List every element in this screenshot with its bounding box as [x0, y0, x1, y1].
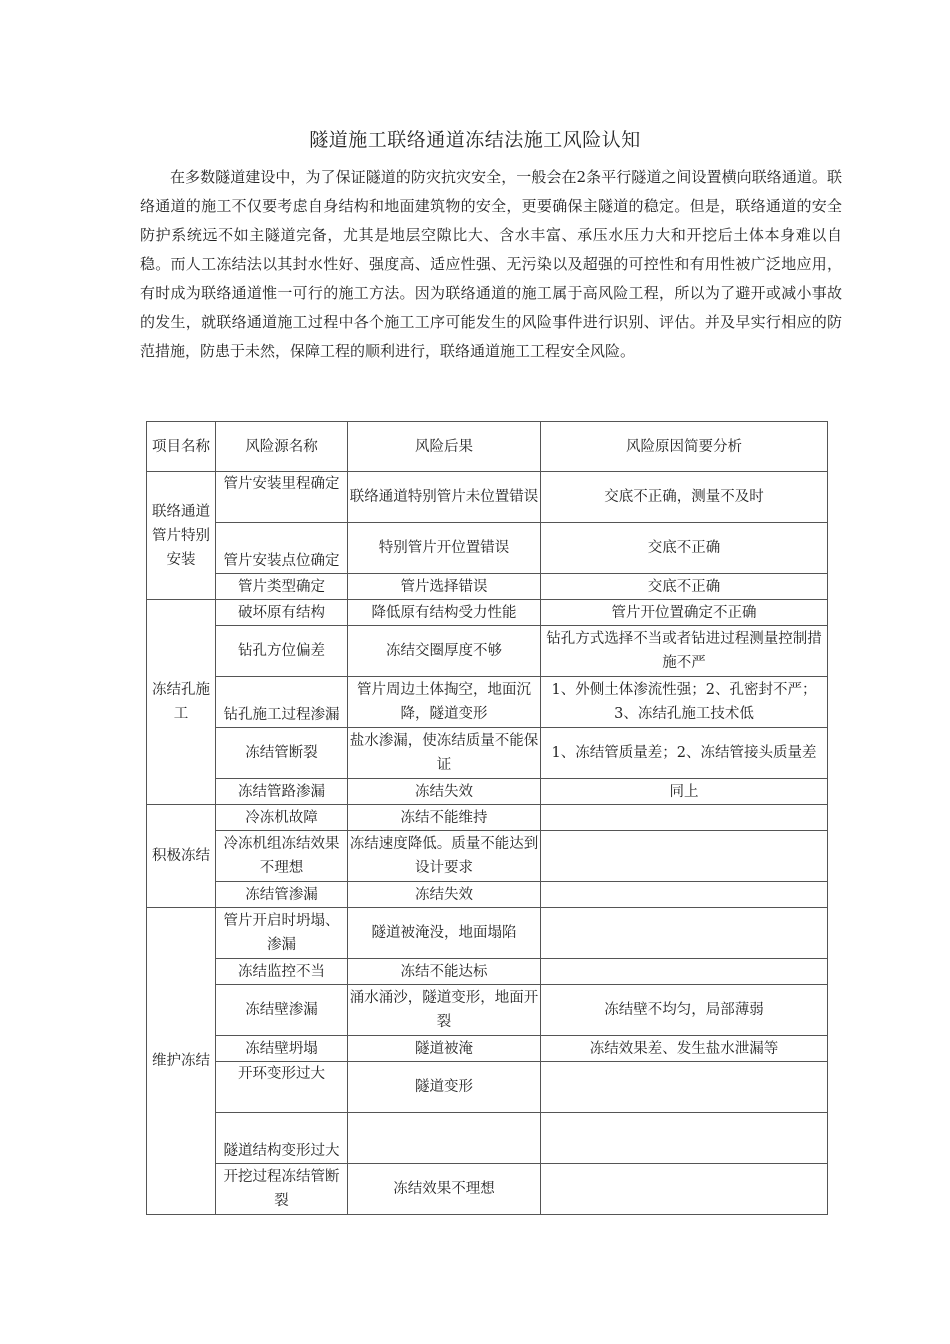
table-row	[147, 985, 828, 1036]
risk-source: 管片安装点位确定	[216, 523, 348, 574]
risk-source: 冻结监控不当	[216, 959, 348, 985]
risk-consequence: 冻结交圈厚度不够	[348, 626, 541, 677]
risk-cause	[541, 959, 828, 985]
risk-source: 冷冻机组冻结效果不理想	[216, 831, 348, 882]
group-name: 联络通道管片特别安装	[147, 472, 216, 600]
risk-cause: 钻孔方式选择不当或者钻进过程测量控制措施不严	[541, 626, 828, 677]
risk-table	[146, 421, 828, 1215]
table-row	[147, 779, 828, 805]
risk-cause: 冻结壁不均匀，局部薄弱	[541, 985, 828, 1036]
group-name: 冻结孔施工	[147, 600, 216, 805]
group-name: 维护冻结	[147, 908, 216, 1215]
risk-cause	[541, 1164, 828, 1215]
risk-source: 冻结壁坍塌	[216, 1036, 348, 1062]
table-row	[147, 831, 828, 882]
risk-consequence: 特别管片开位置错误	[348, 523, 541, 574]
table-row	[147, 908, 828, 959]
risk-consequence: 冻结不能维持	[348, 805, 541, 831]
intro-paragraph: 在多数隧道建设中，为了保证隧道的防灾抗灾安全，一般会在2条平行隧道之间设置横向联络通道。联络通道的施工不仅要考虑自身结构和地面建筑物的安全，更要确保主隧道的稳定。但是，联络通道的安全防护系统远不如主隧道完备，尤其是地层空隙比大、含水丰富、承压水压力大和开挖后土体本身难以自稳。而人工冻结法以其封水性好、强度高、适应性强、无污染以及超强的可控性和有用性被广泛地应用，有时成为联络通道惟一可行的施工方法。因为联络通道的施工属于高风险工程，所以为了避开或减小事故的发生，就联络通道施工过程中各个施工工序可能发生的风险事件进行识别、评估。并及早实行相应的防范措施，防患于未然，保障工程的顺利进行，联络通道施工工程安全风险。	[140, 168, 842, 360]
risk-consequence: 降低原有结构受力性能	[348, 600, 541, 626]
group-name: 积极冻结	[147, 805, 216, 908]
risk-consequence: 冻结效果不理想	[348, 1164, 541, 1215]
table-row	[147, 523, 828, 574]
risk-source: 冷冻机故障	[216, 805, 348, 831]
risk-source: 管片类型确定	[216, 574, 348, 600]
risk-consequence: 冻结速度降低。质量不能达到设计要求	[348, 831, 541, 882]
table-row	[147, 959, 828, 985]
risk-source: 管片开启时坍塌、渗漏	[216, 908, 348, 959]
table-row	[147, 574, 828, 600]
risk-source: 破坏原有结构	[216, 600, 348, 626]
risk-cause: 冻结效果差、发生盐水泄漏等	[541, 1036, 828, 1062]
header-risk-source: 风险源名称	[216, 422, 348, 472]
table-row	[147, 677, 828, 728]
risk-source: 开挖过程冻结管断裂	[216, 1164, 348, 1215]
risk-cause: 1、冻结管质量差；2、冻结管接头质量差	[541, 728, 828, 779]
risk-consequence: 隧道被淹没，地面塌陷	[348, 908, 541, 959]
document-title: 隧道施工联络通道冻结法施工风险认知	[309, 129, 641, 151]
risk-consequence: 盐水渗漏，使冻结质量不能保证	[348, 728, 541, 779]
table-row	[147, 1164, 828, 1215]
risk-cause	[541, 882, 828, 908]
risk-cause: 管片开位置确定不正确	[541, 600, 828, 626]
header-consequence: 风险后果	[348, 422, 541, 472]
risk-source: 开环变形过大	[216, 1062, 348, 1113]
risk-consequence: 冻结不能达标	[348, 959, 541, 985]
table-header-row	[147, 422, 828, 472]
table-row	[147, 882, 828, 908]
risk-source: 冻结管渗漏	[216, 882, 348, 908]
table-row	[147, 1062, 828, 1113]
risk-source: 钻孔方位偏差	[216, 626, 348, 677]
risk-source: 冻结管断裂	[216, 728, 348, 779]
risk-consequence: 涌水涌沙，隧道变形，地面开裂	[348, 985, 541, 1036]
header-project: 项目名称	[147, 422, 216, 472]
table-row	[147, 626, 828, 677]
table-row	[147, 1036, 828, 1062]
risk-source: 管片安装里程确定	[216, 472, 348, 523]
risk-consequence: 冻结失效	[348, 882, 541, 908]
risk-consequence: 冻结失效	[348, 779, 541, 805]
table-row	[147, 472, 828, 523]
risk-cause: 交底不正确	[541, 523, 828, 574]
risk-consequence: 联络通道特别管片未位置错误	[348, 472, 541, 523]
risk-cause: 同上	[541, 779, 828, 805]
table-row	[147, 600, 828, 626]
header-cause: 风险原因简要分析	[541, 422, 828, 472]
risk-cause: 交底不正确，测量不及时	[541, 472, 828, 523]
risk-cause: 交底不正确	[541, 574, 828, 600]
table-row	[147, 1113, 828, 1164]
risk-source: 隧道结构变形过大	[216, 1113, 348, 1164]
risk-cause: 1、外侧土体渗流性强；2、孔密封不严；3、冻结孔施工技术低	[541, 677, 828, 728]
risk-cause	[541, 908, 828, 959]
risk-cause	[541, 1062, 828, 1113]
risk-source: 冻结壁渗漏	[216, 985, 348, 1036]
risk-consequence: 隧道被淹	[348, 1036, 541, 1062]
risk-source: 钻孔施工过程渗漏	[216, 677, 348, 728]
table-row	[147, 805, 828, 831]
risk-consequence: 管片周边土体掏空，地面沉降，隧道变形	[348, 677, 541, 728]
risk-consequence	[348, 1113, 541, 1164]
risk-consequence: 管片选择错误	[348, 574, 541, 600]
risk-cause	[541, 1113, 828, 1164]
table-row	[147, 728, 828, 779]
risk-consequence: 隧道变形	[348, 1062, 541, 1113]
risk-cause	[541, 805, 828, 831]
risk-cause	[541, 831, 828, 882]
risk-source: 冻结管路渗漏	[216, 779, 348, 805]
